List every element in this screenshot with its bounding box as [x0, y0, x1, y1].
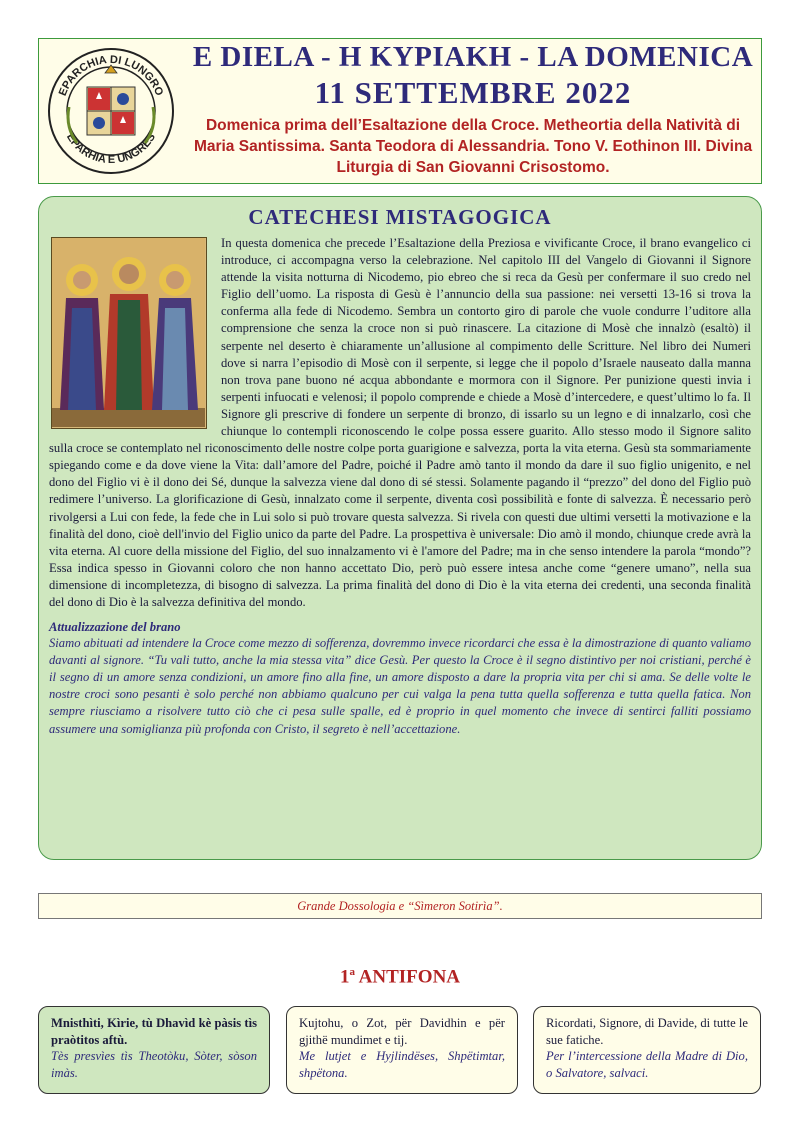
- antifona-refrain: Tès presvìes tìs Theotòku, Sòter, sòson imàs.: [51, 1049, 257, 1080]
- antifona-heading: [0, 959, 800, 990]
- header-panel: [38, 38, 762, 184]
- antifona-number: 1: [339, 966, 350, 988]
- date-heading: 11 SETTEMBRE 2022: [314, 75, 632, 110]
- liturgy-subtitle: Domenica prima dell’Esaltazione della Croce. Metheortia della Natività di Maria Santissima. Santa Teodora di Alessandria. Tono V. Eothinon III. Divina Liturgia di San Giovanni Crisostomo.: [193, 117, 753, 176]
- antifona-verse: Mnisthìti, Kìrie, tù Dhavìd kè pàsis tìs praòtitos aftù.: [51, 1016, 257, 1047]
- svg-text:EPARHIA E UNGRES: EPARHIA E UNGRES: [63, 131, 159, 167]
- catechesi-body: In questa domenica che precede l’Esaltazione della Preziosa e vivificante Croce, il brano evangelico ci introduce, ci accompagna verso la celebrazione. Nel capitolo III del Vangelo di Giovanni il Signore attende la visita notturna di Nicodemo, pio ebreo che si reca da Gesù per confermare il suo credo nel Figlio dell’uomo. La risposta di Gesù è l’annuncio della sua passione: nei versetti 13-16 si trova la conferma alla fede di Nicodemo. Sembra un contorto giro di parole che vuole condurre l’uditore alla comprensione che senza la croce non si può rinascere. La citazione di Mosè che innalzò (esaltò) il serpente nel deserto è chiaramente un’allusione al compimento delle Scritture. Nel libro dei Numeri dove si narra l’episodio di Mosè con il serpente, si legge che il popolo d’Israele nauseato dalla manna non trova pane buono né acqua abbondante e mormora con il Signore. Per punizione questi invia i serpenti infuocati e velenosi; il popolo comprende e chiede a Mosè d’intercedere, e quest’ultimo lo fa. Il Signore gli prescrive di fondere un serpente di bronzo, di issarlo su un legno e di innalzarlo, così che chiunque lo contempli riconoscendo le colpe possa essere guarito. Allo stesso modo il Signore salito sulla croce se contemplato nel riconoscimento delle nostre colpe porta guarigione e salvezza, porta la vita eterna. Gesù sta sommariamente spiegando come e da dove viene la Vita: dall’amore del Padre, poiché il Padre amò tanto il mondo da dare il suo figlio unigenito, e nel dono del Figlio vi è il dono dei Sé, dunque la salvezza viene dal dono di sé stessi. Solamente pagando il “prezzo” del dono del Figlio può redimere l’universo. La glorificazione di Gesù, innalzato come il serpente, diventa così possibilità e fonte di salvezza. È necessario però rivolgersi a Lui con fede, la fede che in Lui solo si può trovare questa salvezza. Si rivela con questi due ultimi versetti la motivazione e la finalità del dono, cioè dell'invio del Figlio unico da parte del Padre. La prospettiva è universale: Dio amò il mondo, chiunque crede avrà la vita eterna. Al cuore della missione del Figlio, del suo innalzamento vi è l'amore del Padre; ma in che senso intendere la parola “mondo”? Essa indica spesso in Giovanni coloro che non hanno accettato Dio, però può essere intesa anche come “genere umano”, nella sua dimensione di incompletezza, di bisogno di salvezza. La prima finalità del dono di Dio è la vita eterna dei credenti, una seconda finalità del dono di Dio è la salvezza definitiva del mondo.: [49, 236, 751, 609]
- antifona-verse: Ricordati, Signore, di Davide, di tutte le sue fatiche.: [546, 1016, 748, 1047]
- antifona-refrain: Per l’intercessione della Madre di Dio, o Salvatore, salvaci.: [546, 1049, 748, 1080]
- doxology-banner: Grande Dossologia e “Sìmeron Sotirìa”.: [38, 893, 762, 919]
- page-title: E DIELA - Η ΚΥΡΙΑΚΗ - LA DOMENICA: [192, 41, 754, 73]
- eparchy-seal-logo: [47, 47, 175, 175]
- antifona-box-albanian: [286, 1006, 518, 1094]
- svg-text:EPARCHIA DI LUNGRO: EPARCHIA DI LUNGRO: [56, 53, 166, 98]
- antifona-verse: Kujtohu, o Zot, për Davidhin e për gjithë mundimet e tij.: [299, 1016, 505, 1047]
- antifona-box-italian: [533, 1006, 761, 1094]
- actualization-body: Siamo abituati ad intendere la Croce come mezzo di sofferenza, dovremmo invece ricordarci che essa è la dimostrazione di quanto valiamo davanti al signore. “Tu vali tutto, anche la mia stessa vita” dice Gesù. Per questo la Croce è il segno distintivo per noi cristiani, perché è il segno di un amore senza condizioni, un amore fino alla fine, un amore disposto a dare la propria vita per chi si ama. Se delle volte le nostre croci sono pesanti è solo perché non abbiamo qualcuno per cui valga la pena tutta quella sofferenza e tutta quella fatica. Non sempre riusciamo a risolvere tutto ciò che ci pesa sulle spalle, ed è proprio in quel momento che invece di sentirci falliti possiamo assumere una somiglianza più profonda con Cristo, il segreto è nell’accettazione.: [49, 636, 751, 736]
- catechesi-panel: [38, 196, 762, 860]
- actualization-heading: Attualizzazione del brano: [49, 620, 181, 635]
- antifona-label: ANTIFONA: [358, 966, 461, 988]
- catechesi-title: CATECHESI MISTAGOGICA: [248, 205, 552, 229]
- antifona-refrain: Me lutjet e Hyjlindëses, Shpëtimtar, shpëtona.: [299, 1049, 505, 1080]
- saints-icon-image: [51, 237, 207, 429]
- saints-icon-illustration: [52, 238, 205, 427]
- antifona-box-greek: [38, 1006, 270, 1094]
- antifona-ordinal: a: [349, 966, 355, 978]
